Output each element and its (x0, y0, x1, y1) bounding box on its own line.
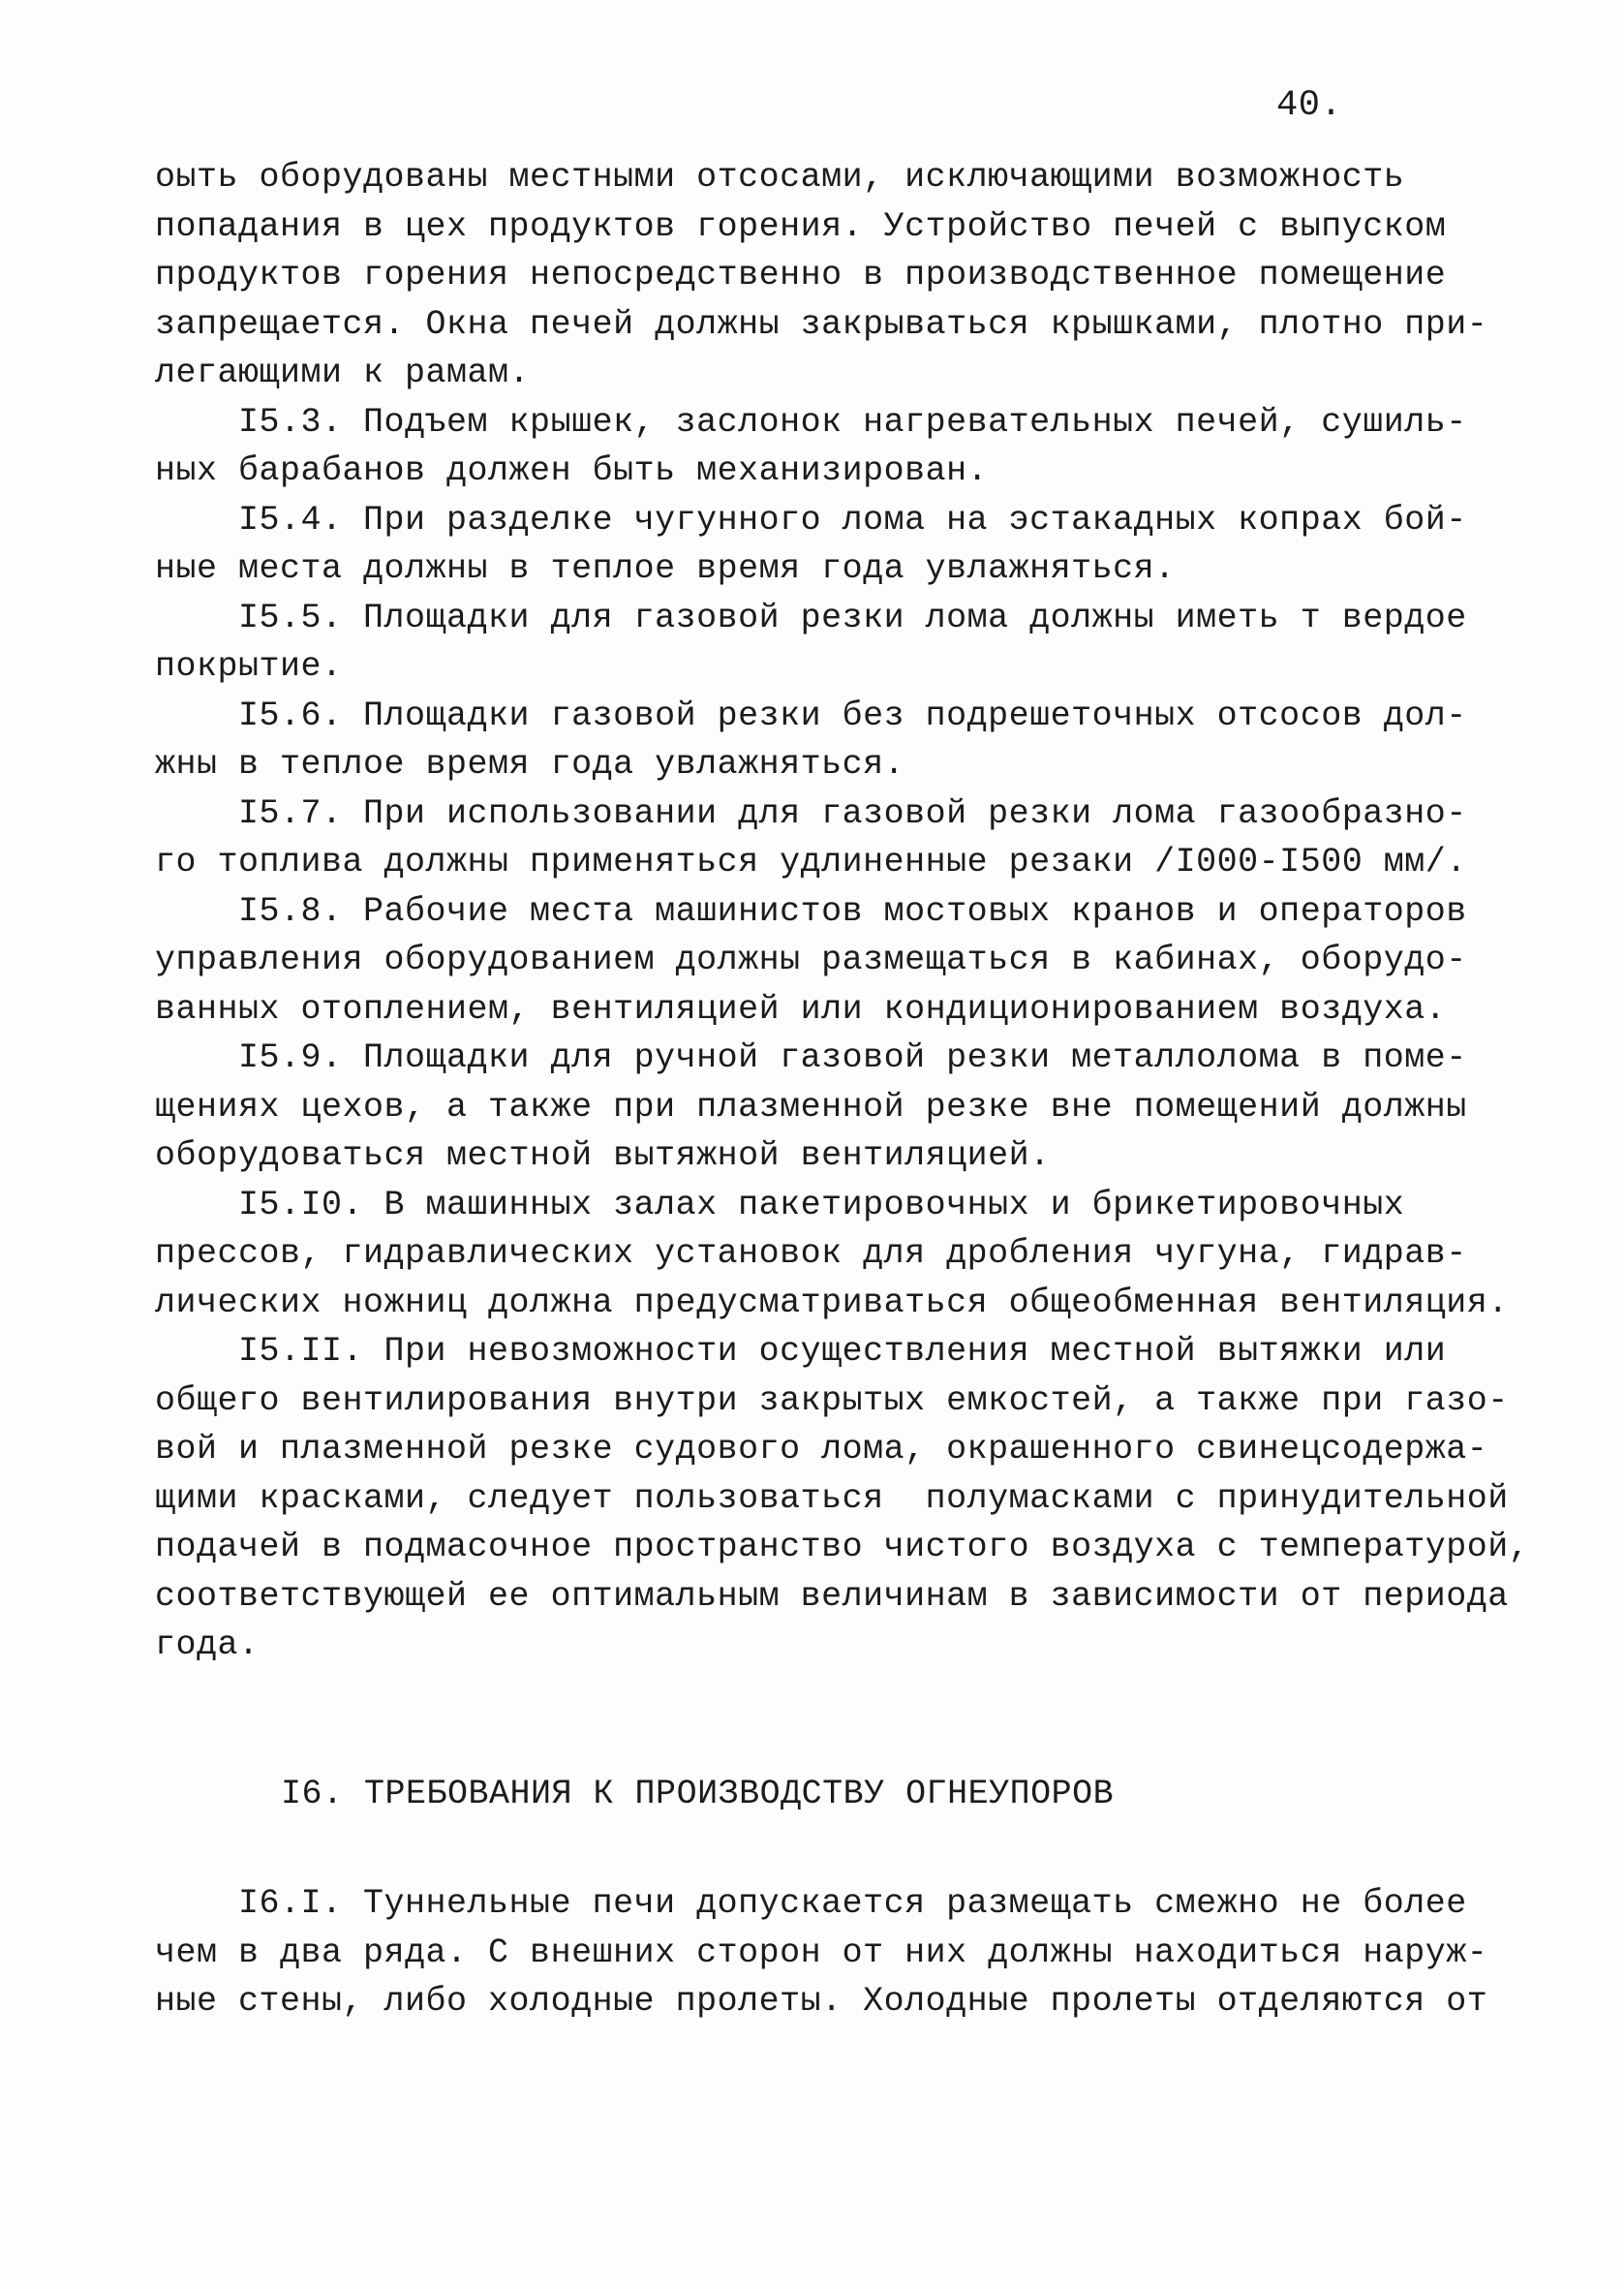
text-line: подачей в подмасочное пространство чистого воздуха с температурой, (155, 1528, 1530, 1566)
paragraph-15-8: I5.8. Рабочие места машинистов мостовых кранов и операторов (155, 891, 1467, 931)
text-line: попадания в цех продуктов горения. Устройство печей с выпуском (155, 206, 1447, 246)
page-number: 40. (1276, 85, 1343, 126)
text-line: продуктов горения непосредственно в производственное помещение (155, 256, 1447, 294)
text-line: года. (155, 1625, 260, 1664)
text-line: общего вентилирования внутри закрытых емкостей, а также при газо- (155, 1380, 1509, 1420)
text-line: запрещается. Окна печей должны закрываться крышками, плотно при- (155, 304, 1488, 344)
text-line: щими красками, следует пользоваться полумасками с принудительной (155, 1478, 1509, 1518)
text-line: соответствующей ее оптимальным величинам в зависимости от периода (155, 1576, 1509, 1616)
paragraph-15-10: I5.I0. В машинных залах пакетировочных и брикетировочных (155, 1185, 1405, 1224)
text-line: ные стены, либо холодные пролеты. Холодные пролеты отделяются от (155, 1982, 1488, 2021)
text-line: вой и плазменной резке судового лома, окрашенного свинецсодержа- (155, 1430, 1488, 1469)
text-line: жны в теплое время года увлажняться. (155, 745, 905, 784)
text-line: ванных отоплением, вентиляцией или кондиционированием воздуха. (155, 989, 1447, 1029)
section-body-text (155, 1879, 1511, 2026)
paragraph-15-9: I5.9. Площадки для ручной газовой резки металлолома в поме- (155, 1038, 1467, 1077)
body-text (155, 153, 1530, 1670)
section-heading: I6. ТРЕБОВАНИЯ К ПРОИЗВОДСТВУ ОГНЕУПОРОВ (281, 1775, 1115, 1813)
paragraph-15-3: I5.3. Подъем крышек, заслонок нагревательных печей, сушиль- (155, 402, 1467, 442)
text-line: управления оборудованием должны размещаться в кабинах, оборудо- (155, 941, 1467, 979)
text-line: ные места должны в теплое время года увлажняться. (155, 549, 1176, 588)
paragraph-15-4: I5.4. При разделке чугунного лома на эстакадных копрах бой- (155, 500, 1467, 540)
text-line: щениях цехов, а также при плазменной резке вне помещений должны (155, 1087, 1467, 1127)
text-line: чем в два ряда. С внешних сторон от них должны находиться наруж- (155, 1933, 1488, 1972)
paragraph-15-11: I5.II. При невозможности осуществления местной вытяжки или (155, 1332, 1447, 1371)
paragraph-15-7: I5.7. При использовании для газовой резки лома газообразно- (155, 793, 1467, 833)
text-line: покрытие. (155, 647, 343, 686)
text-line: легающими к рамам. (155, 354, 531, 392)
paragraph-16-1: I6.I. Туннельные печи допускается размещать смежно не более (155, 1884, 1467, 1923)
text-line: прессов, гидравлических установок для дробления чугуна, гидрав- (155, 1234, 1467, 1273)
paragraph-15-5: I5.5. Площадки для газовой резки лома должны иметь т вердое (155, 598, 1467, 637)
text-line: лических ножниц должна предусматриваться общеобменная вентиляция. (155, 1283, 1509, 1322)
text-line: ных барабанов должен быть механизирован. (155, 451, 989, 490)
text-line: оыть оборудованы местными отсосами, исключающими возможность (155, 158, 1405, 197)
paragraph-15-6: I5.6. Площадки газовой резки без подрешеточных отсосов дол- (155, 696, 1467, 735)
text-line: оборудоваться местной вытяжной вентиляцией. (155, 1136, 1051, 1175)
text-line: го топлива должны применяться удлиненные резаки /I000-I500 мм/. (155, 843, 1467, 882)
